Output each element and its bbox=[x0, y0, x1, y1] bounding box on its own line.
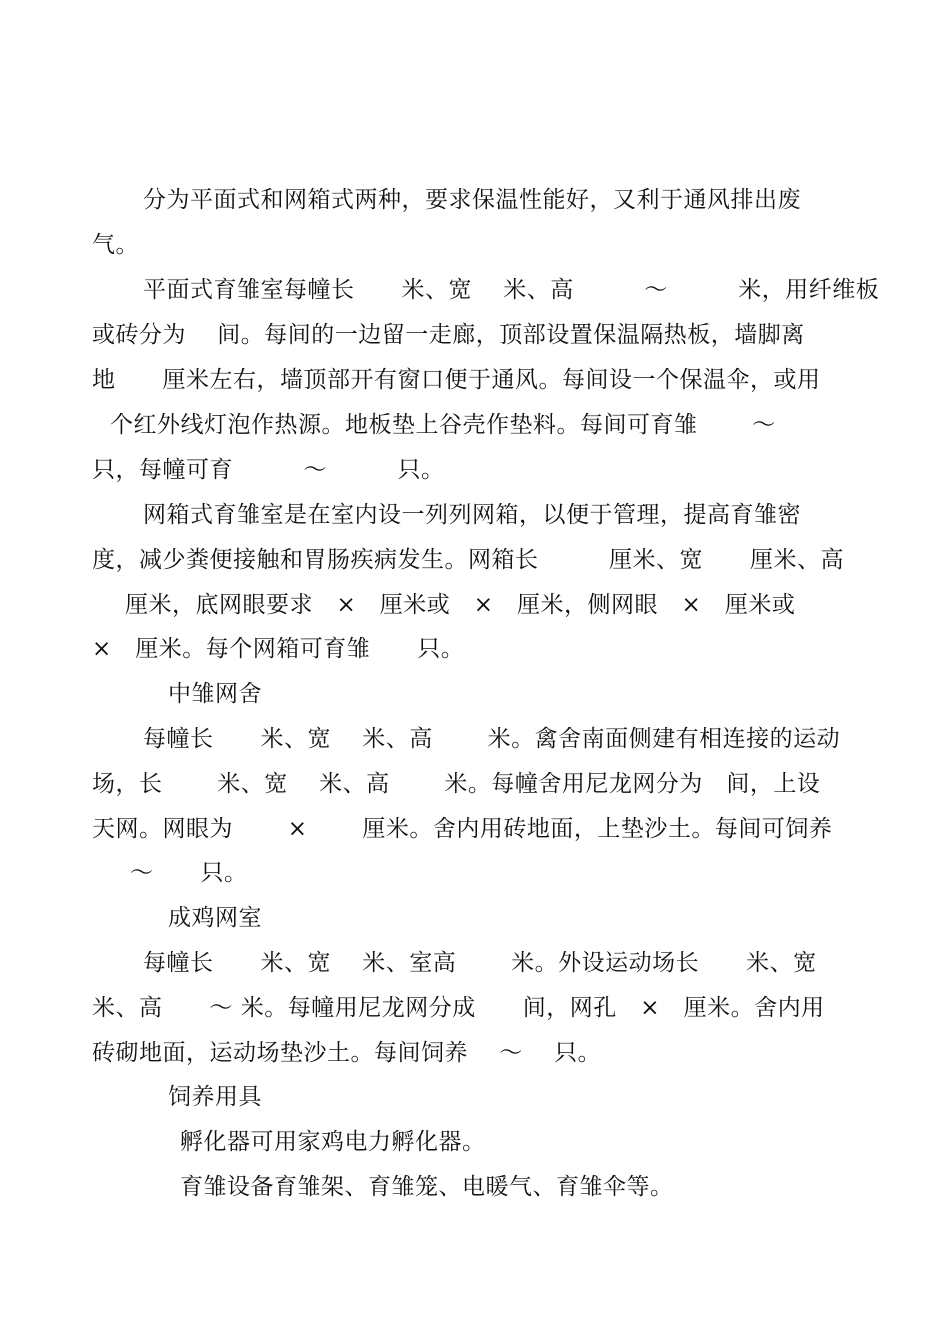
paragraph-line-10: 厘米，底网眼要求 × 厘米或 × 厘米，侧网眼 × 厘米或 bbox=[125, 592, 796, 618]
paragraph-line-7: 只，每幢可育 ～ 只。 bbox=[92, 457, 445, 483]
section-heading-middle-chick-house: 中雏网舍 bbox=[168, 681, 262, 707]
paragraph-line-11: × 厘米。每个网箱可育雏 只。 bbox=[92, 636, 465, 662]
paragraph-line-16: 每幢长 米、宽 米、室高 米。外设运动场长 米、宽 bbox=[143, 950, 817, 976]
paragraph-line-15: ～ 只。 bbox=[130, 860, 248, 886]
paragraph-line-3: 平面式育雏室每幢长 米、宽 米、高 ～ 米，用纤维板 bbox=[143, 277, 880, 303]
paragraph-line-9: 度，减少粪便接触和胃肠疾病发生。网箱长 厘米、宽 厘米、高 bbox=[92, 547, 844, 573]
paragraph-line-12: 每幢长 米、宽 米、高 米。禽舍南面侧建有相连接的运动 bbox=[143, 726, 841, 752]
paragraph-line-6: 个红外线灯泡作热源。地板垫上谷壳作垫料。每间可育雏 ～ bbox=[110, 412, 776, 438]
section-heading-feeding-equipment: 饲养用具 bbox=[168, 1084, 262, 1110]
paragraph-line-19: 孵化器可用家鸡电力孵化器。 bbox=[180, 1129, 486, 1155]
paragraph-line-1: 分为平面式和网箱式两种，要求保温性能好，又利于通风排出废 bbox=[143, 187, 801, 213]
paragraph-line-5: 地 厘米左右，墙顶部开有窗口便于通风。每间设一个保温伞，或用 bbox=[92, 367, 821, 393]
paragraph-line-4: 或砖分为 间。每间的一边留一走廊，顶部设置保温隔热板，墙脚离 bbox=[92, 322, 805, 348]
paragraph-line-14: 天网。网眼为 × 厘米。舍内用砖地面，上垫沙土。每间可饲养 bbox=[92, 816, 833, 842]
paragraph-line-8: 网箱式育雏室是在室内设一列列网箱，以便于管理，提高育雏密 bbox=[143, 502, 801, 528]
paragraph-line-18: 砖砌地面，运动场垫沙土。每间饲养 ～ 只。 bbox=[92, 1040, 602, 1066]
paragraph-line-13: 场，长 米、宽 米、高 米。每幢舍用尼龙网分为 间，上设 bbox=[92, 771, 821, 797]
paragraph-line-17: 米、高 ～ 米。每幢用尼龙网分成 间，网孔 × 厘米。舍内用 bbox=[92, 995, 825, 1021]
paragraph-line-2: 气。 bbox=[92, 232, 139, 258]
section-heading-adult-chicken-house: 成鸡网室 bbox=[168, 905, 262, 931]
paragraph-line-20: 育雏设备育雏架、育雏笼、电暖气、育雏伞等。 bbox=[180, 1174, 674, 1200]
